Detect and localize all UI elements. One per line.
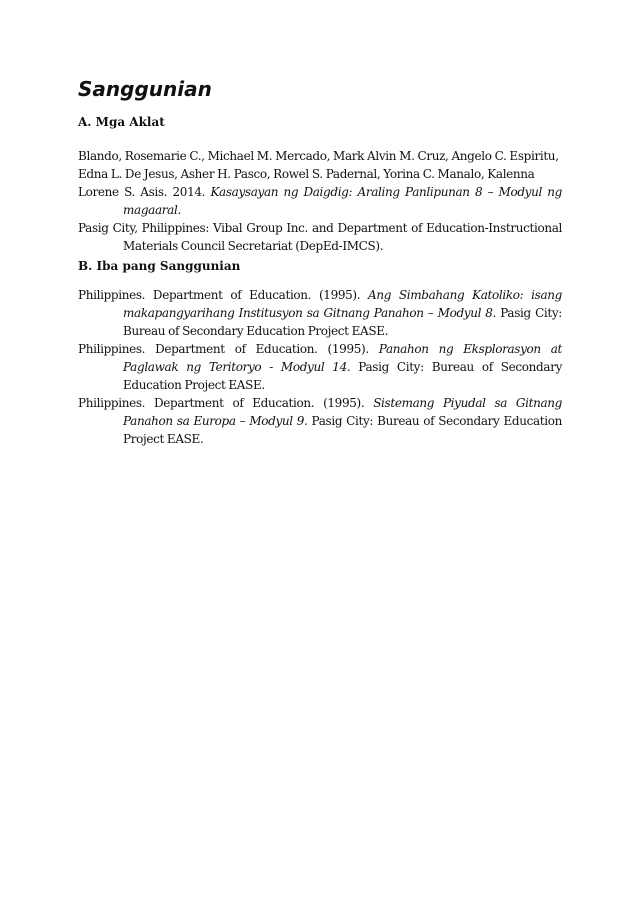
- books-reference: [78, 147, 562, 255]
- reference-location: Pasig City: Bureau of Secondary Education Project EASE.: [123, 306, 562, 338]
- reference-line: Pasig City, Philippines: Vibal Group Inc. and Department of Education-Instructional Materials Council Secretariat (DepEd-IMCS).: [78, 221, 562, 253]
- reference-item: [78, 340, 562, 394]
- reference-title: Kasaysayan ng Daigdig: Araling Panlipunan 8 – Modyul ng magaaral.: [123, 185, 563, 217]
- reference-line: Blando, Rosemarie C., Michael M. Mercado, Mark Alvin M. Cruz, Angelo C. Espiritu,: [78, 149, 559, 163]
- reference-location: Pasig City: Bureau of Secondary Education Project EASE.: [123, 360, 563, 392]
- reference-line: Edna L. De Jesus, Asher H. Pasco, Rowel S. Padernal, Yorina C. Manalo, Kalenna: [78, 167, 535, 181]
- section-heading-other-references: B. Iba pang Sanggunian: [78, 259, 241, 273]
- reference-publisher: Philippines. Department of Education. (1995).: [78, 288, 369, 302]
- reference-title: Panahon ng Eksplorasyon at Paglawak ng Teritoryo - Modyul 14.: [123, 342, 562, 374]
- reference-authors: Lorene S. Asis. 2014.: [78, 185, 211, 199]
- reference-item: [78, 394, 562, 448]
- other-references-list: [78, 286, 562, 448]
- reference-title: Ang Simbahang Katoliko: isang makapangyarihang Institusyon sa Gitnang Panahon – Modyul 8.: [123, 288, 562, 320]
- reference-line: [78, 183, 562, 219]
- reference-location: Pasig City: Bureau of Secondary Education Project EASE.: [123, 414, 562, 446]
- reference-item: [78, 286, 562, 340]
- reference-publisher: Philippines. Department of Education. (1995).: [78, 342, 379, 356]
- section-heading-books: A. Mga Aklat: [78, 115, 165, 129]
- page-title: Sanggunian: [78, 77, 212, 101]
- reference-publisher: Philippines. Department of Education. (1995).: [78, 396, 374, 410]
- reference-title: Sistemang Piyudal sa Gitnang Panahon sa Europa – Modyul 9.: [123, 396, 562, 428]
